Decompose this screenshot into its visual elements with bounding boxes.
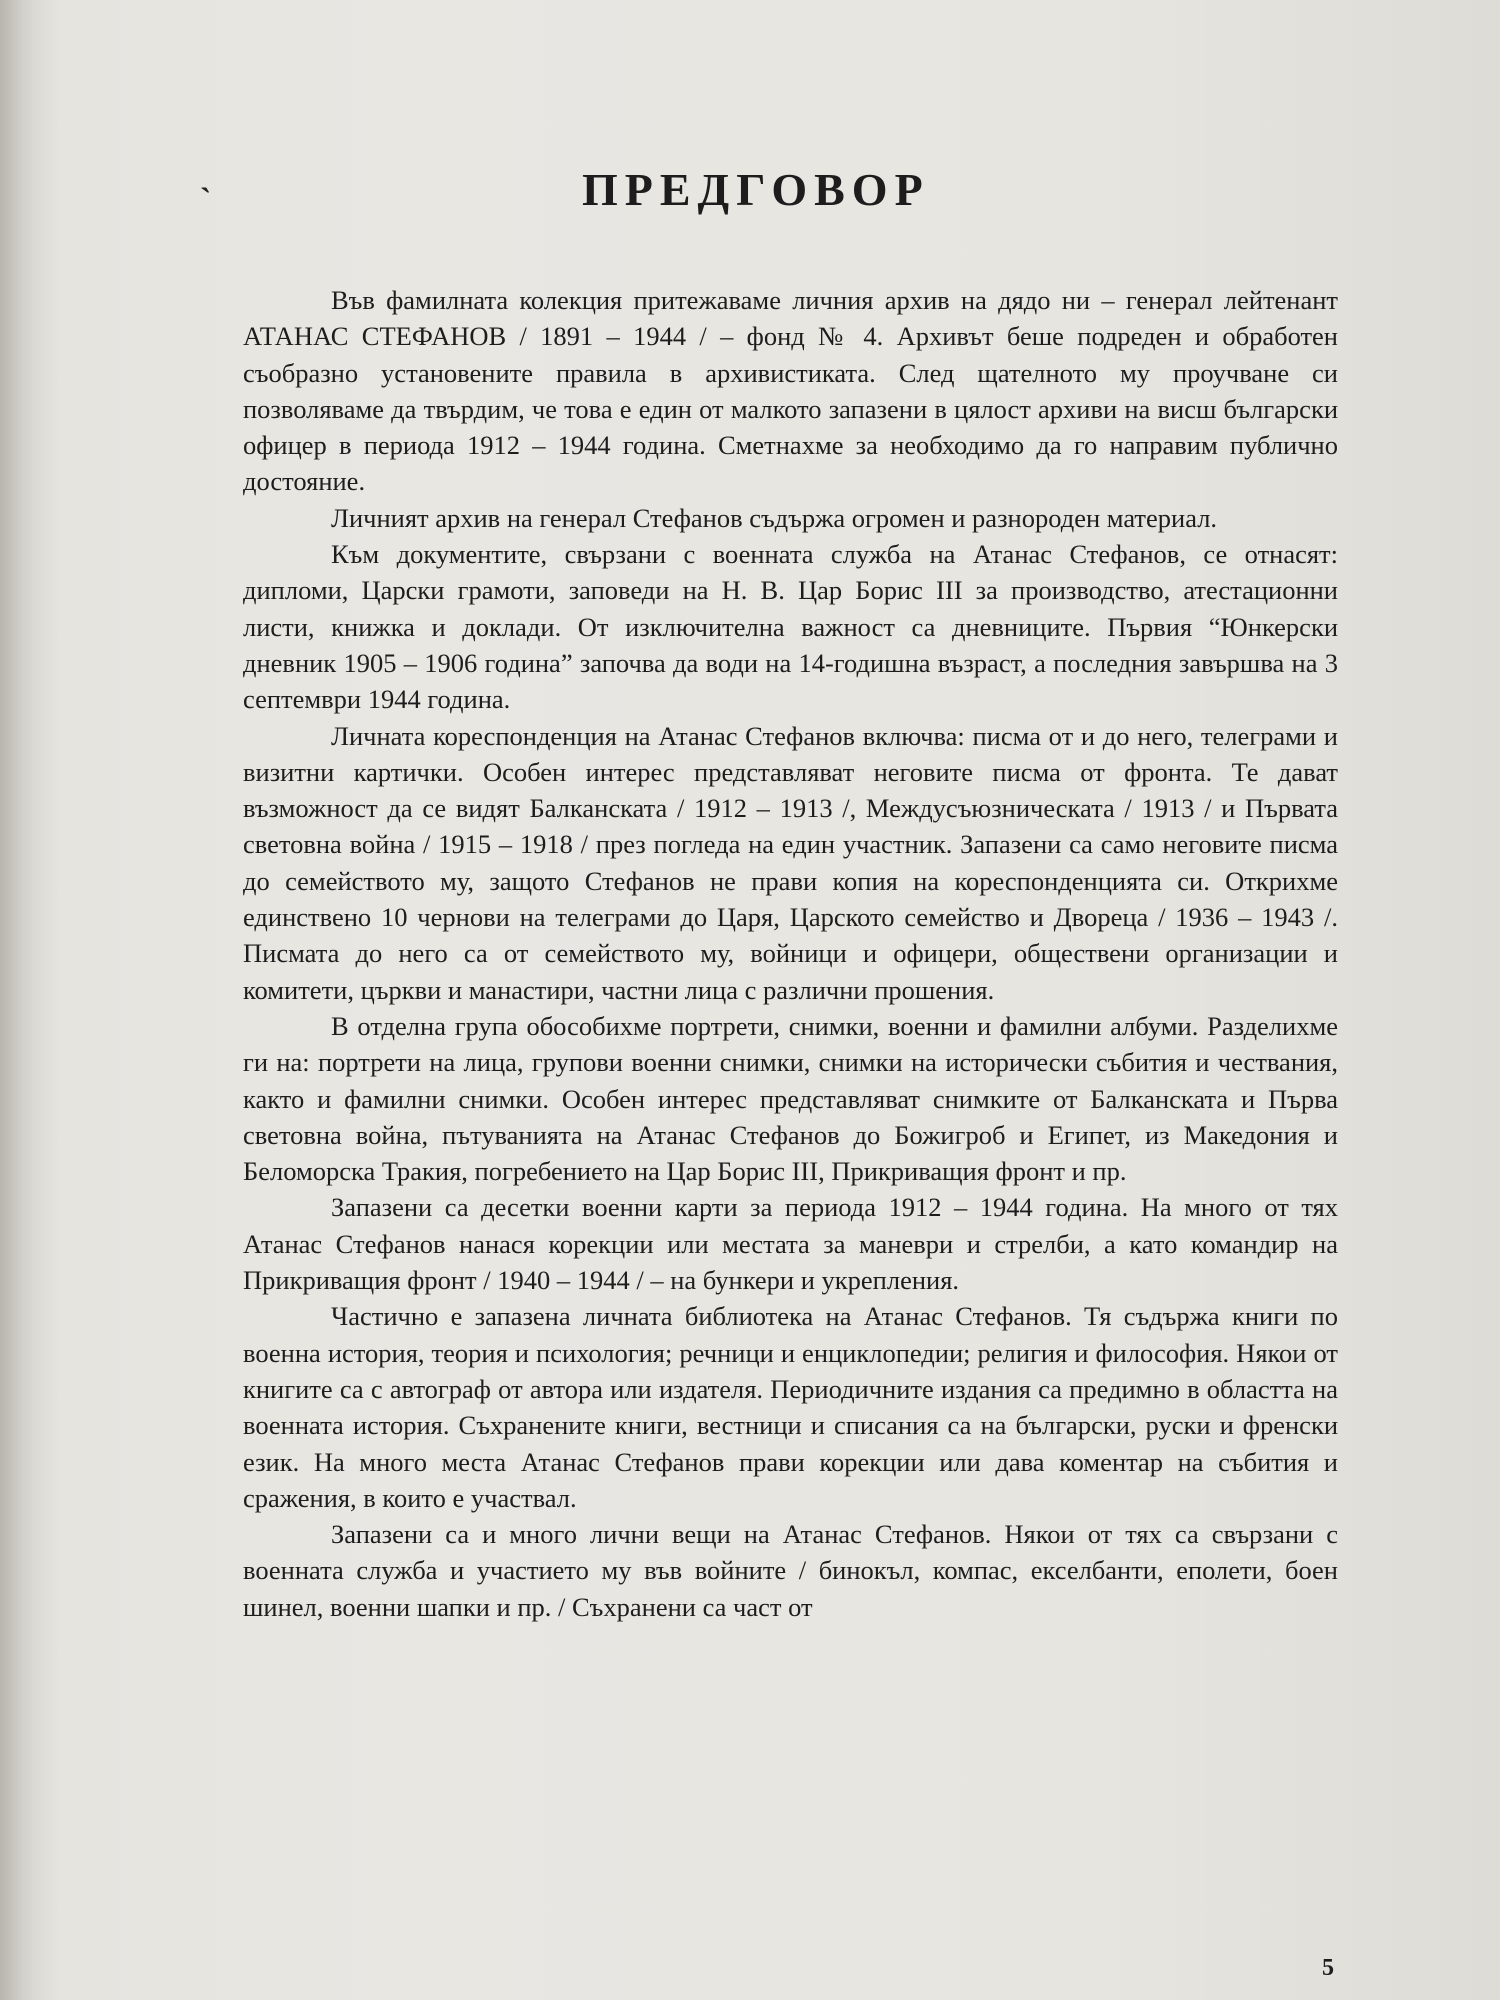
paragraph: Към документите, свързани с военната служба на Атанас Стефанов, се отнасят: дипломи, Царски грамоти, заповеди на Н. В. Цар Борис III за производство, атестационни листи, книжка и доклади. От изключителна важност са дневниците. Първия “Юнкерски дневник 1905 – 1906 година” започва да води на 14-годишна възраст, а последния завършва на 3 септември 1944 година. <box>243 539 1338 715</box>
page-binding-edge <box>0 0 34 2000</box>
paragraph: В отделна група обособихме портрети, снимки, военни и фамилни албуми. Разделихме ги на: портрети на лица, групови военни снимки, снимки на исторически събития и чествания, както и фамилни снимки. Особен интерес представляват снимките от Балканската и Първа световна война, пътуванията на Атанас Стефанов до Божигроб и Египет, из Македония и Беломорска Тракия, погребението на Цар Борис III, Прикриващия фронт и пр. <box>243 1010 1338 1187</box>
page-title: ПРЕДГОВОР <box>582 164 930 215</box>
stray-mark: ` <box>200 182 212 219</box>
body-text <box>243 282 1338 1625</box>
paragraph: Личният архив на генерал Стефанов съдържа огромен и разнороден материал. <box>331 502 1218 533</box>
paragraph: Частично е запазена личната библиотека на Атанас Стефанов. Тя съдържа книги по военна история, теория и психология; речници и енциклопедии; религия и философия. Някои от книгите са с автограф от автора или издателя. Периодичните издания са предимно в областта на военната история. Съхранените книги, вестници и списания са на български, руски и френски език. На много места Атанас Стефанов прави корекции или дава коментар на събития и сражения, в които е участвал. <box>243 1301 1338 1513</box>
paragraph: Личната кореспонденция на Атанас Стефанов включва: писма от и до него, телеграми и визитни картички. Особен интерес представляват неговите писма от фронта. Те дават възможност да се видят Балканската / 1912 – 1913 /, Междусъюзническата / 1913 / и Първата световна война / 1915 – 1918 / през погледа на един участник. Запазени са само неговите писма до семейството му, защото Стефанов не прави копия на кореспонденцията си. Открихме единствено 10 чернови на телеграми до Царя, Царското семейство и Двореца / 1936 – 1943 /. Писмата до него са от семейството му, войници и офицери, обществени организации и комитети, църкви и манастири, частни лица с различни прошения. <box>243 720 1338 1005</box>
paragraph: Запазени са и много лични вещи на Атанас Стефанов. Някои от тях са свързани с военната служба и участието му във войните / бинокъл, компас, екселбанти, еполети, боен шинел, военни шапки и пр. / Съхранени са част от <box>243 1519 1338 1622</box>
page-number: 5 <box>1322 1955 1334 1981</box>
paragraph: Запазени са десетки военни карти за периода 1912 – 1944 година. На много от тях Атанас Стефанов нанася корекции или местата за маневри и стрелби, а като командир на Прикриващия фронт / 1940 – 1944 / – на бункери и укрепления. <box>243 1192 1338 1296</box>
paragraph: Във фамилната колекция притежаваме личния архив на дядо ни – генерал лейтенант АТАНАС СТЕФАНОВ / 1891 – 1944 / – фонд № 4. Архивът беше подреден и обработен съобразно установените правила в архивистиката. След щателното му проучване си позволяваме да твърдим, че това е един от малкото запазени в цялост архиви на висш български офицер в периода 1912 – 1944 година. Сметнахме за необходимо да го направим публично достояние. <box>243 285 1338 497</box>
